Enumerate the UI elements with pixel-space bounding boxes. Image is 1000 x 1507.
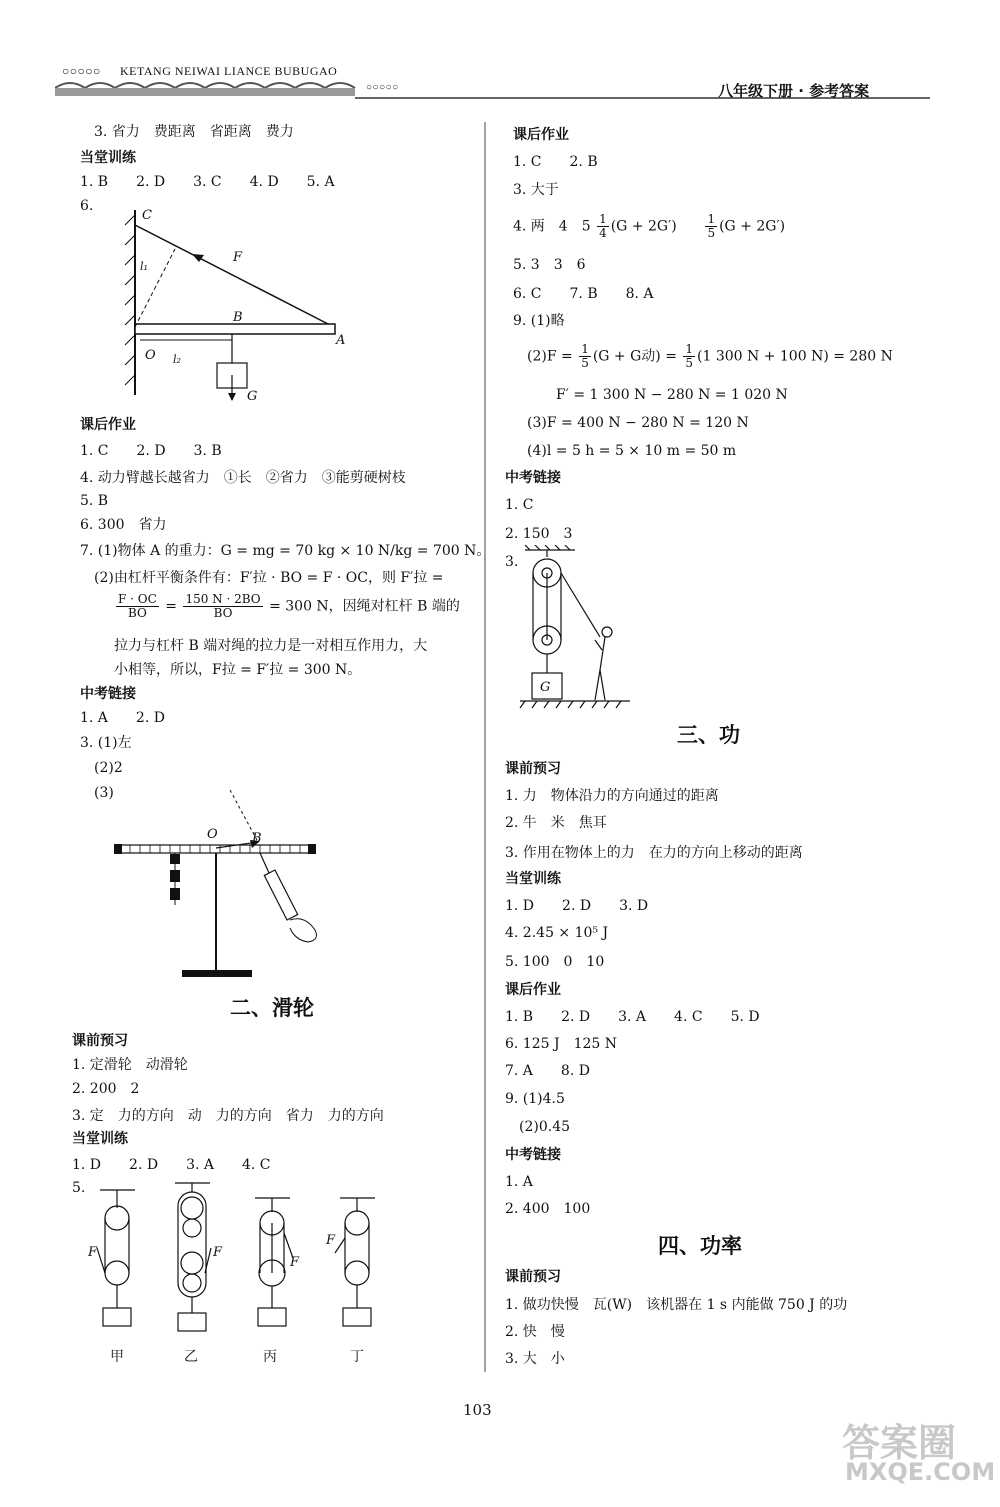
section-title-power: 四、功率 — [658, 1234, 742, 1258]
left-line: 4. 动力臂越长越省力 ①长 ②省力 ③能剪硬树枝 — [80, 470, 406, 486]
header-brand: KETANG NEIWAI LIANCE BUBUGAO — [120, 64, 338, 78]
right-formula: (2)F = $\frac{1}{5}$ (G + G动) = $\frac{1}{5}$ (1 300 N + 100 N) = 280 N — [527, 342, 893, 371]
heading-zhongkao: 中考链接 — [80, 686, 136, 702]
right-line: 4. 2.45 × 10⁵ J — [505, 925, 609, 941]
right-line: 6. 125 J 125 N — [505, 1036, 618, 1052]
right-line: 1. A — [505, 1174, 533, 1190]
watermark-url: MXQE.COM — [845, 1458, 996, 1486]
pulley-person-diagram — [515, 545, 635, 710]
left-line: 1. B 2. D 3. C 4. D 5. A — [80, 174, 335, 190]
heading-kehou: 课后作业 — [513, 127, 569, 143]
label-l2: l₂ — [173, 353, 181, 366]
left-line: 2. 200 2 — [72, 1081, 140, 1097]
pulley-systems-diagram — [85, 1178, 405, 1338]
label-G: G — [247, 389, 258, 404]
right-line: 7. A 8. D — [505, 1063, 590, 1079]
left-line: (2)2 — [94, 760, 123, 776]
heading-dangtang: 当堂训练 — [72, 1131, 128, 1147]
right-line: 9. (1)略 — [513, 313, 565, 329]
left-line: 5. B — [80, 493, 109, 509]
lever-stand-diagram — [110, 790, 340, 990]
page-number: 103 — [463, 1401, 492, 1419]
right-line: 9. (1)4.5 — [505, 1091, 565, 1107]
left-line: 6. — [80, 198, 94, 214]
left-line: (2)由杠杆平衡条件有：F′拉 · BO = F · OC，则 F′拉 = — [94, 570, 444, 586]
right-formula: 4. 两 4 5 $\frac{1}{4}$ (G + 2G′) $\frac{1}{5}$ (G + 2G′) — [513, 212, 786, 241]
right-line: (3)F = 400 N − 280 N = 120 N — [527, 415, 749, 431]
label-A: A — [336, 333, 346, 348]
heading-kehou: 课后作业 — [505, 982, 561, 998]
left-line: 6. 300 省力 — [80, 517, 167, 533]
right-line: 3. 大 小 — [505, 1351, 565, 1367]
right-line: 1. B 2. D 3. A 4. C 5. D — [505, 1009, 760, 1025]
heading-zhongkao: 中考链接 — [505, 470, 561, 486]
label-ding: 丁 — [350, 1349, 364, 1365]
right-line: 3. 作用在物体上的力 在力的方向上移动的距离 — [505, 845, 803, 861]
label-O: O — [207, 827, 218, 842]
right-line: F′ = 1 300 N − 280 N = 1 020 N — [556, 387, 788, 403]
heading-zhongkao: 中考链接 — [505, 1147, 561, 1163]
right-line: 5. 3 3 6 — [513, 257, 586, 273]
right-line: 3. — [505, 554, 519, 570]
heading-keqian: 课前预习 — [505, 761, 561, 777]
label-G: G — [540, 680, 551, 695]
left-line: 1. C 2. D 3. B — [80, 443, 222, 459]
section-title-work: 三、功 — [677, 723, 740, 747]
right-line: (2)0.45 — [519, 1119, 571, 1135]
right-line: 3. 大于 — [513, 182, 559, 198]
label-l1: l₁ — [140, 260, 148, 273]
label-B: B — [233, 310, 243, 325]
right-line: 2. 150 3 — [505, 526, 573, 542]
label-jia: 甲 — [110, 1349, 124, 1365]
right-line: 1. C — [505, 497, 534, 513]
label-O: O — [145, 348, 156, 363]
left-line: 3. 省力 费距离 省距离 费力 — [94, 124, 294, 140]
header-dots-left: ○○○○○ — [62, 64, 101, 78]
right-line: 1. D 2. D 3. D — [505, 898, 649, 914]
heading-kehou: 课后作业 — [80, 417, 136, 433]
lever-diagram — [120, 205, 360, 405]
right-line: 6. C 7. B 8. A — [513, 286, 654, 302]
left-line: 1. A 2. D — [80, 710, 165, 726]
label-B: B — [252, 831, 262, 846]
right-line: 5. 100 0 10 — [505, 954, 605, 970]
heading-dangtang: 当堂训练 — [505, 871, 561, 887]
label-F-bing: F — [290, 1255, 300, 1270]
right-line: 1. 力 物体沿力的方向通过的距离 — [505, 788, 719, 804]
header-dots-right: ○○○○○ — [366, 82, 399, 93]
header-title: 八年级下册 · 参考答案 — [718, 82, 870, 100]
heading-keqian: 课前预习 — [505, 1269, 561, 1285]
label-F-jia: F — [88, 1245, 98, 1260]
right-line: 1. C 2. B — [513, 154, 598, 170]
left-line: 拉力与杠杆 B 端对绳的拉力是一对相互作用力，大 — [114, 638, 428, 654]
left-line: 5. — [72, 1180, 86, 1196]
right-line: 2. 牛 米 焦耳 — [505, 815, 607, 831]
right-line: 1. 做功快慢 瓦(W) 该机器在 1 s 内能做 750 J 的功 — [505, 1297, 848, 1313]
watermark-logo: 答案圈 — [842, 1421, 957, 1465]
label-F-ding: F — [326, 1233, 336, 1248]
label-yi: 乙 — [184, 1349, 198, 1365]
left-line: 1. 定滑轮 动滑轮 — [72, 1057, 188, 1073]
left-line: 小相等，所以，F拉 = F′拉 = 300 N。 — [114, 662, 362, 678]
left-line: 3. 定 力的方向 动 力的方向 省力 力的方向 — [72, 1108, 384, 1124]
left-formula: $\frac{F \cdot OC}{BO}$ = $\frac{150 N \cdot 2BO}{BO}$ = 300 N，因绳对杠杆 B 端的 — [118, 592, 460, 621]
left-line: 1. D 2. D 3. A 4. C — [72, 1157, 271, 1173]
header-decoration — [55, 78, 935, 106]
section-title-pulley: 二、滑轮 — [230, 996, 314, 1020]
heading-dangtang: 当堂训练 — [80, 150, 136, 166]
left-line: (3) — [94, 785, 114, 801]
label-F: F — [233, 250, 243, 265]
heading-keqian: 课前预习 — [72, 1033, 128, 1049]
left-line: 7. (1)物体 A 的重力：G = mg = 70 kg × 10 N/kg = 700 N。 — [80, 543, 491, 559]
right-line: (4)l = 5 h = 5 × 10 m = 50 m — [527, 443, 737, 459]
column-divider — [484, 122, 486, 1372]
right-line: 2. 400 100 — [505, 1201, 591, 1217]
left-line: 3. (1)左 — [80, 735, 132, 751]
label-F-yi: F — [213, 1245, 223, 1260]
right-line: 2. 快 慢 — [505, 1324, 565, 1340]
label-C: C — [142, 208, 152, 223]
label-bing: 丙 — [263, 1349, 277, 1365]
